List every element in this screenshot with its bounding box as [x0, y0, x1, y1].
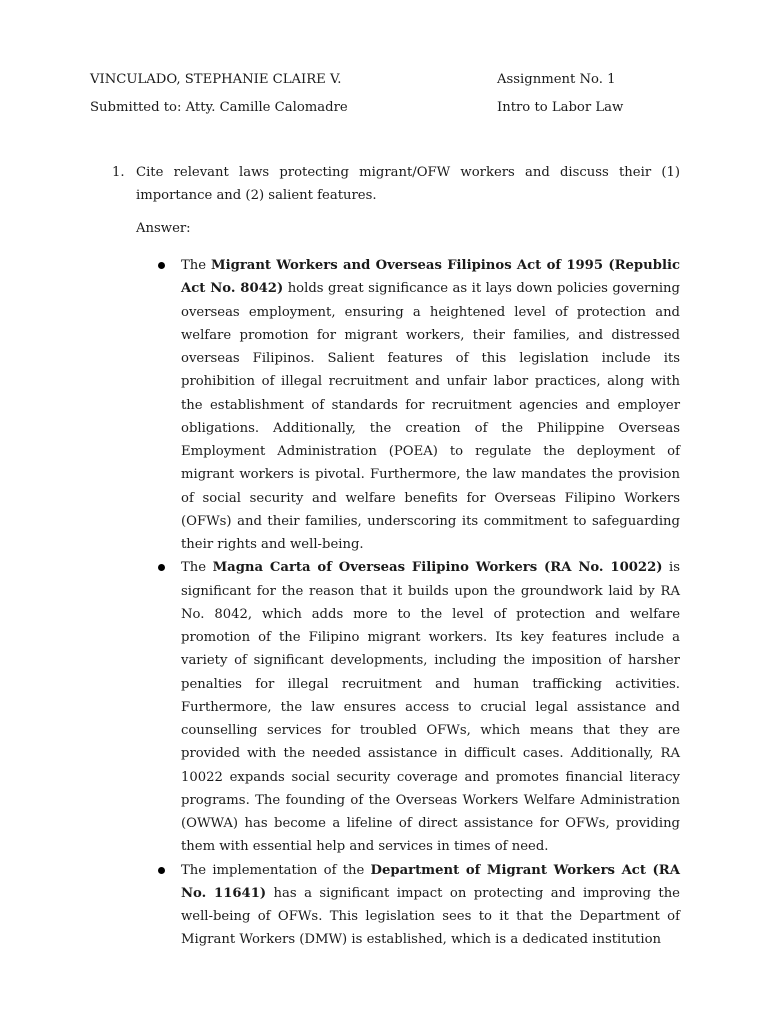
- bullet-icon: [158, 564, 165, 571]
- law-title: Department of Migrant Workers Act (RA No. 11641): [181, 862, 680, 901]
- bullet-icon: [158, 867, 165, 874]
- bullet-body: is significant for the reason that it builds upon the groundwork laid by RA No. 8042, which adds more to the level of protection and welfare promotion of the Filipino migrant workers. Its key features include a variety of significant developments, including the imposition of harsher penalties for illegal recruitment and human trafficking activities. Furthermore, the law ensures access to crucial legal assistance and counselling services for troubled OFWs, which means that they are provided with the needed assistance in difficult cases. Additionally, RA 10022 expands social security coverage and promotes financial literacy programs. The founding of the Overseas Workers Welfare Administration (OWWA) has become a lifeline of direct assistance for OFWs, providing them with essential help and services in times of need.: [181, 560, 680, 855]
- question-number: 1.: [112, 165, 125, 180]
- question-item: [112, 161, 680, 207]
- header-row-1: [90, 72, 690, 92]
- student-name: VINCULADO, STEPHANIE CLAIRE V.: [90, 72, 342, 87]
- assignment-number: Assignment No. 1: [497, 72, 616, 87]
- bullet-prefix: The: [181, 258, 211, 273]
- law-title: Magna Carta of Overseas Filipino Workers (RA No. 10022): [212, 560, 663, 576]
- bullet-item-ra11641: [136, 859, 680, 952]
- header-row-2: [90, 100, 690, 120]
- answer-label: Answer:: [136, 221, 191, 236]
- answer-bullet-list: [136, 254, 680, 952]
- question-text: Cite relevant laws protecting migrant/OFW workers and discuss their (1) importance and (2) salient features.: [136, 165, 680, 203]
- bullet-icon: [158, 262, 165, 269]
- bullet-item-ra10022: [136, 556, 680, 858]
- course-name: Intro to Labor Law: [497, 100, 624, 115]
- law-title: Migrant Workers and Overseas Filipinos Act of 1995 (Republic Act No. 8042): [181, 258, 680, 297]
- bullet-prefix: The implementation of the: [181, 862, 371, 878]
- submitted-to: Submitted to: Atty. Camille Calomadre: [90, 100, 348, 115]
- bullet-prefix: The: [181, 560, 213, 576]
- bullet-body: holds great significance as it lays down policies governing overseas employment, ensuring a heightened level of protection and welfare promotion for migrant workers, their families, and distressed overseas Filipinos. Salient features of this legislation include its prohibition of illegal recruitment and unfair labor practices, along with the establishment of standards for recruitment agencies and employer obligations. Additionally, the creation of the Philippine Overseas Employment Administration (POEA) to regulate the deployment of migrant workers is pivotal. Furthermore, the law mandates the provision of social security and welfare benefits for Overseas Filipino Workers (OFWs) and their families, underscoring its commitment to safeguarding their rights and well-being.: [181, 281, 680, 552]
- bullet-item-ra8042: [136, 254, 680, 556]
- bullet-body: has a significant impact on protecting and improving the well-being of OFWs. This legislation sees to it that the Department of Migrant Workers (DMW) is established, which is a dedicated institution: [181, 885, 680, 948]
